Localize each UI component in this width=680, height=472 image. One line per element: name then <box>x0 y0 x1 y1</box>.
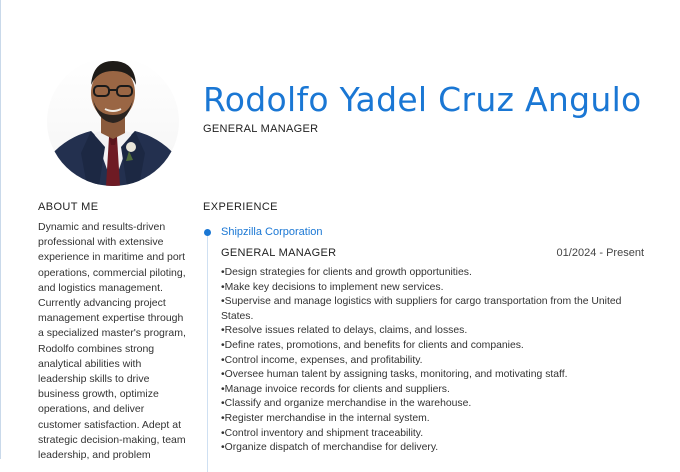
responsibilities-list <box>221 266 646 456</box>
list-item: • Register merchandise in the internal system. <box>221 412 646 427</box>
job-dates: 01/2024 - Present <box>556 247 644 259</box>
list-item: • Make key decisions to implement new services. <box>221 281 646 296</box>
list-item: • Supervise and manage logistics with suppliers for cargo transportation from the United States. <box>221 295 646 324</box>
list-item: • Control income, expenses, and profitability. <box>221 354 646 369</box>
avatar <box>47 57 179 186</box>
about-heading: ABOUT ME <box>38 201 99 213</box>
timeline-dot <box>204 229 211 236</box>
list-item: • Oversee human talent by assigning tasks, monitoring, and motivating staff. <box>221 368 646 383</box>
list-item: • Control inventory and shipment traceability. <box>221 427 646 442</box>
person-name: Rodolfo Yadel Cruz Angulo <box>203 80 642 119</box>
list-item: • Design strategies for clients and growth opportunities. <box>221 266 646 281</box>
list-item: • Organize dispatch of merchandise for delivery. <box>221 441 646 456</box>
experience-heading: EXPERIENCE <box>203 201 278 213</box>
list-item: • Classify and organize merchandise in the warehouse. <box>221 397 646 412</box>
list-item: • Manage invoice records for clients and suppliers. <box>221 383 646 398</box>
list-item: • Define rates, promotions, and benefits for clients and companies. <box>221 339 646 354</box>
profile-photo <box>47 57 179 186</box>
list-item: • Resolve issues related to delays, claims, and losses. <box>221 324 646 339</box>
company-name: Shipzilla Corporation <box>221 226 323 238</box>
page-edge-rule <box>0 0 1 459</box>
timeline-line <box>207 232 208 472</box>
job-title: GENERAL MANAGER <box>203 123 319 135</box>
role-title: GENERAL MANAGER <box>221 247 337 259</box>
about-text: Dynamic and results-driven professional with extensive experience in maritime and port operations, commercial piloting, and logistics management. Currently advancing project management expertise through a specialized master's program, Rodolfo combines strong analytical abilities with leadership skills to drive business growth, optimize operations, and deliver customer satisfaction. Adept at strategic decision-making, team leadership, and problem <box>38 221 186 462</box>
